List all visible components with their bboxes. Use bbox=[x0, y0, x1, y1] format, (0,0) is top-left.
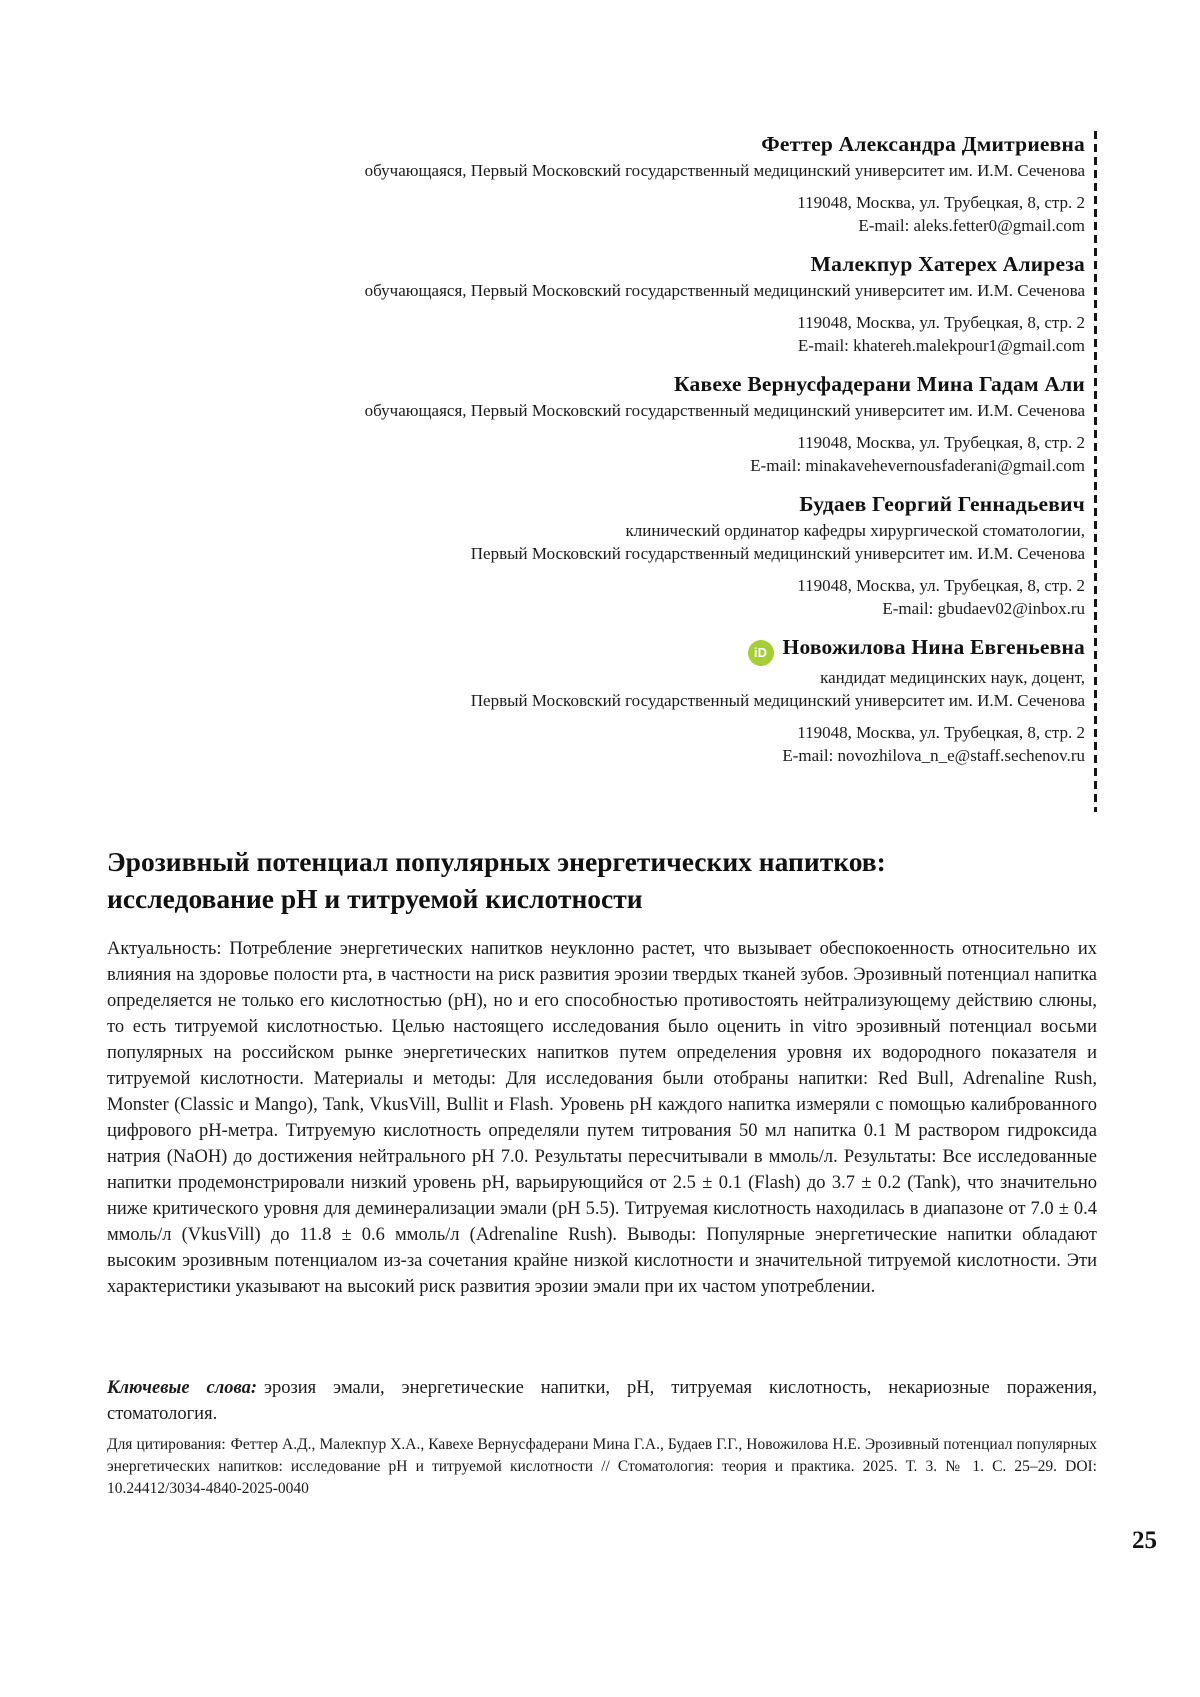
author-address: 119048, Москва, ул. Трубецкая, 8, стр. 2 bbox=[797, 193, 1085, 212]
authors-column bbox=[107, 130, 1085, 780]
keywords-paragraph bbox=[107, 1375, 1097, 1427]
author-role bbox=[107, 519, 1085, 565]
author-contact bbox=[107, 191, 1085, 237]
author-role-line: клинический ординатор кафедры хирургической стоматологии, bbox=[625, 521, 1085, 540]
author-contact bbox=[107, 431, 1085, 477]
author-role: обучающаяся, Первый Московский государственный медицинский университет им. И.М. Сеченова bbox=[364, 161, 1085, 180]
author-contact bbox=[107, 311, 1085, 357]
author-email: E-mail: aleks.fetter0@gmail.com bbox=[858, 216, 1085, 235]
article-title-line2: исследование pH и титруемой кислотности bbox=[107, 883, 643, 914]
author-name: Кавехе Вернусфадерани Мина Гадам Али bbox=[674, 372, 1085, 396]
author-block bbox=[107, 250, 1085, 357]
author-address: 119048, Москва, ул. Трубецкая, 8, стр. 2 bbox=[797, 313, 1085, 332]
author-email: E-mail: minakavehevernousfaderani@gmail.com bbox=[750, 456, 1085, 475]
author-block bbox=[107, 370, 1085, 477]
author-name: Феттер Александра Дмитриевна bbox=[761, 132, 1085, 156]
author-email: E-mail: novozhilova_n_e@staff.sechenov.ru bbox=[782, 746, 1085, 765]
author-email: E-mail: gbudaev02@inbox.ru bbox=[882, 599, 1085, 618]
author-block bbox=[107, 130, 1085, 237]
citation-paragraph bbox=[107, 1434, 1097, 1500]
author-role: обучающаяся, Первый Московский государственный медицинский университет им. И.М. Сеченова bbox=[364, 401, 1085, 420]
author-name bbox=[107, 633, 1085, 666]
author-email: E-mail: khatereh.malekpour1@gmail.com bbox=[797, 336, 1085, 355]
page-number: 25 bbox=[1132, 1527, 1157, 1554]
author-role-line: Первый Московский государственный медицинский университет им. И.М. Сеченова bbox=[470, 691, 1085, 710]
author-name-text: Новожилова Нина Евгеньевна bbox=[782, 635, 1085, 659]
author-role-line: Первый Московский государственный медицинский университет им. И.М. Сеченова bbox=[470, 544, 1085, 563]
author-role: обучающаяся, Первый Московский государственный медицинский университет им. И.М. Сеченова bbox=[364, 281, 1085, 300]
article-title bbox=[107, 843, 1097, 917]
dashed-divider bbox=[1094, 131, 1097, 812]
keywords-text: эрозия эмали, энергетические напитки, pH, титруемая кислотность, некариозные поражения, стоматология. bbox=[107, 1378, 1097, 1424]
author-address: 119048, Москва, ул. Трубецкая, 8, стр. 2 bbox=[797, 723, 1085, 742]
citation-text: Феттер А.Д., Малекпур Х.А., Кавехе Вернусфадерани Мина Г.А., Будаев Г.Г., Новожилова Н.Е. Эрозивный потенциал популярных энергетических напитков: исследование pH и титруемой кислотности // Стоматология: теория и практика. 2025. Т. 3. № 1. С. 25–29. DOI: 10.24412/3034-4840-2025-0040 bbox=[107, 1436, 1097, 1497]
author-address: 119048, Москва, ул. Трубецкая, 8, стр. 2 bbox=[797, 576, 1085, 595]
author-role-line: кандидат медицинских наук, доцент, bbox=[820, 668, 1085, 687]
citation-label: Для цитирования: bbox=[107, 1436, 226, 1453]
article-title-line1: Эрозивный потенциал популярных энергетических напитков: bbox=[107, 846, 886, 877]
abstract-paragraph: Актуальность: Потребление энергетических напитков неуклонно растет, что вызывает обеспокоенность относительно их влияния на здоровье полости рта, в частности на риск развития эрозии твердых тканей зубов. Эрозивный потенциал напитка определяется не только его кислотностью (pH), но и его способностью противостоять нейтрализующему действию слюны, то есть титруемой кислотностью. Целью настоящего исследования было оценить in vitro эрозивный потенциал восьми популярных на российском рынке энергетических напитков путем определения уровня их водородного показателя и титруемой кислотности. Материалы и методы: Для исследования были отобраны напитки: Red Bull, Adrenaline Rush, Monster (Classic и Mango), Tank, VkusVill, Bullit и Flash. Уровень pH каждого напитка измеряли с помощью калиброванного цифрового pH-метра. Титруемую кислотность определяли путем титрования 50 мл напитка 0.1 М раствором гидроксида натрия (NaOH) до достижения нейтрального pH 7.0. Результаты пересчитывали в ммоль/л. Результаты: Все исследованные напитки продемонстрировали низкий уровень pH, варьирующийся от 2.5 ± 0.1 (Flash) до 3.7 ± 0.2 (Tank), что значительно ниже критического уровня для деминерализации эмали (pH 5.5). Титруемая кислотность находилась в диапазоне от 7.0 ± 0.4 ммоль/л (VkusVill) до 11.8 ± 0.6 ммоль/л (Adrenaline Rush). Выводы: Популярные энергетические напитки обладают высоким эрозивным потенциалом из-за сочетания крайне низкой кислотности и значительной титруемой кислотности. Эти характеристики указывают на высокий риск развития эрозии эмали при их частом употреблении. bbox=[107, 939, 1097, 1297]
author-name: Малекпур Хатерех Алиреза bbox=[810, 252, 1085, 276]
author-block bbox=[107, 490, 1085, 620]
author-block bbox=[107, 633, 1085, 767]
author-address: 119048, Москва, ул. Трубецкая, 8, стр. 2 bbox=[797, 433, 1085, 452]
keywords-label: Ключевые слова: bbox=[107, 1378, 258, 1398]
author-contact bbox=[107, 721, 1085, 767]
orcid-icon[interactable]: iD bbox=[748, 640, 774, 666]
author-contact bbox=[107, 574, 1085, 620]
author-role bbox=[107, 666, 1085, 712]
author-name: Будаев Георгий Геннадьевич bbox=[799, 492, 1085, 516]
